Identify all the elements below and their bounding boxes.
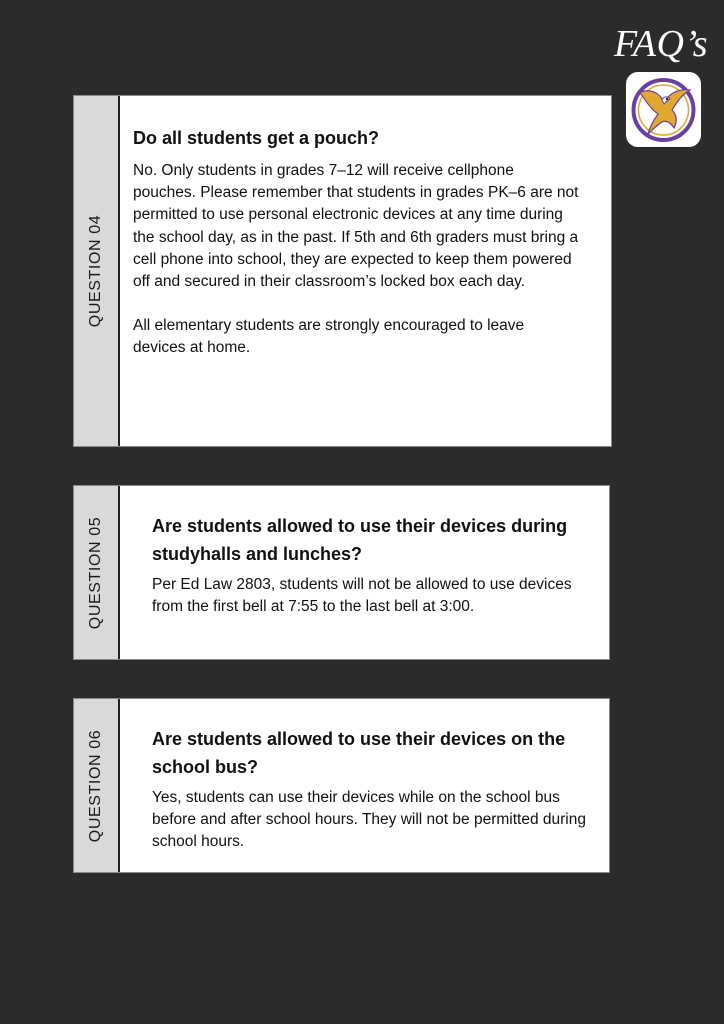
question-tab [74,486,120,659]
question-heading: Are students allowed to use their devices during studyhalls and lunches? [152,516,568,564]
eagle-mascot-icon [626,72,701,147]
faq-content [152,486,609,659]
question-heading: Are students allowed to use their devices on the school bus? [152,729,566,777]
faq-card-question-06 [73,698,610,873]
school-logo [626,72,701,147]
question-tab [74,96,120,446]
question-number: QUESTION 05 [87,516,104,629]
faq-card-question-04 [73,95,612,447]
question-number: QUESTION 06 [87,729,104,842]
faq-content [133,96,611,446]
faq-card-question-05 [73,485,610,660]
answer-text: No. Only students in grades 7–12 will receive cellphone pouches. Please remember that students in grades PK–6 are not permitted to use personal electronic devices at any time during the school day, as in the past. If 5th and 6th graders must bring a cell phone into school, they are expected to keep them powered off and secured in their classroom’s locked box each day. [133,162,579,291]
question-number: QUESTION 04 [87,214,104,328]
faq-content [152,699,609,872]
question-heading: Do all students get a pouch? [133,128,380,148]
answer-text: Yes, students can use their devices while on the school bus before and after school hours. They will not be permitted during school hours. [152,789,586,851]
answer-text: Per Ed Law 2803, students will not be allowed to use devices from the first bell at 7:55 to the last bell at 3:00. [152,576,572,616]
page-title: FAQ’s [613,23,708,65]
answer-note: All elementary students are strongly encouraged to leave devices at home. [133,317,525,357]
question-tab [74,699,120,872]
